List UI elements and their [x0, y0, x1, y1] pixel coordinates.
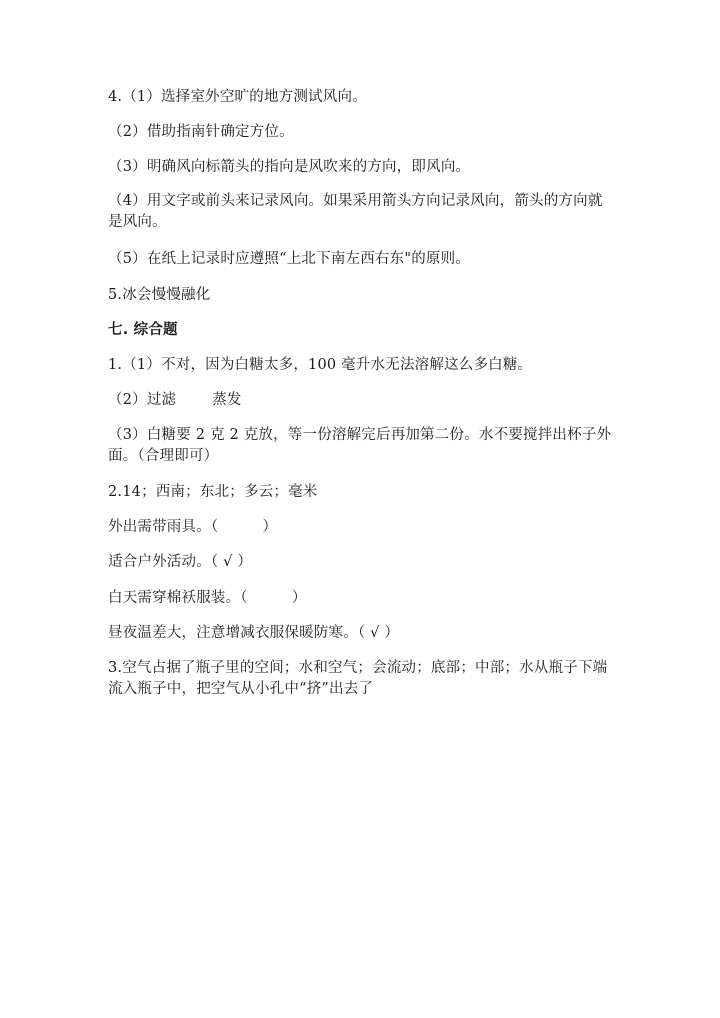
section-heading: 七. 综合题: [108, 322, 178, 338]
q2-judgement-1: 外出需带雨具。（ ）: [108, 519, 278, 535]
q2-judgement-2: 适合户外活动。（ √ ）: [108, 554, 253, 570]
q2-judgement-3: 白天需穿棉袄服装。（ ）: [108, 590, 307, 606]
q4-step-2: （2）借助指南针确定方位。: [108, 124, 294, 140]
q3-answer: 3.空气占据了瓶子里的空间；水和空气；会流动；底部；中部；水从瓶子下端流入瓶子中，把空气从小孔中“挤”出去了: [108, 660, 608, 697]
q2-intro: 2.14；西南；东北；多云；毫米: [108, 484, 318, 500]
q4-step-3: （3）明确风向标箭头的指向是风吹来的方向，即风向。: [108, 159, 471, 175]
q1-part-2-label: （2）过滤: [108, 392, 177, 408]
q1-part-2: [108, 389, 613, 411]
q1-part-2-answer: 蒸发: [212, 392, 242, 408]
q5-answer: 5.冰会慢慢融化: [108, 287, 211, 303]
q2-judgement-4: 昼夜温差大，注意增减衣服保暖防寒。（ √ ）: [108, 625, 400, 641]
q4-step-1: 4.（1）选择室外空旷的地方测试风向。: [108, 89, 367, 105]
q1-part-3: （3）白糖要 2 克 2 克放，等一份溶解完后再加第二份。水不要搅拌出杯子外面。（合理即可）: [108, 427, 612, 464]
q4-step-5: （5）在纸上记录时应遵照“上北下南左西右东"的原则。: [108, 251, 471, 267]
q4-step-4: （4）用文字或前头来记录风向。如果采用箭头方向记录风向，箭头的方向就是风向。: [108, 193, 603, 230]
q1-part-1: 1.（1）不对，因为白糖太多，100 毫升水无法溶解这么多白糖。: [108, 357, 533, 373]
